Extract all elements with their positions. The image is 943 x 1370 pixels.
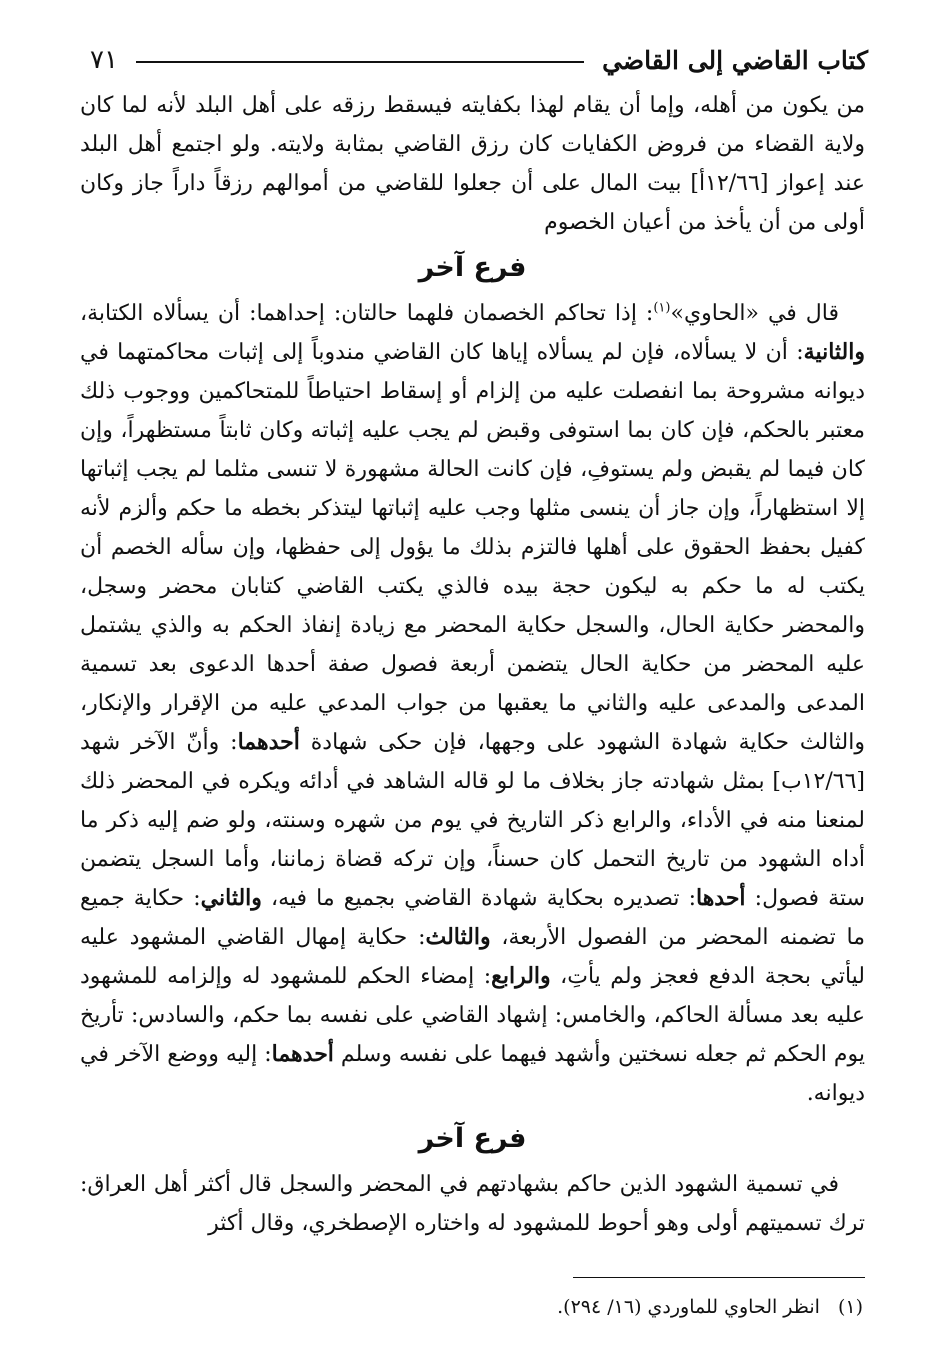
running-header [90, 38, 868, 82]
p2-text-i: : إليه ووضع الآخر في ديوانه. [80, 1042, 865, 1106]
p2-text-e: : تصديره بحكاية شهادة القاضي بجميع ما فيه، [261, 886, 696, 911]
p2-bold-2: أحدهما [237, 729, 300, 755]
p2-bold-6: والرابع [491, 963, 551, 989]
paragraph-2 [80, 294, 865, 1113]
p2-text-a: قال في «الحاوي» [670, 301, 839, 326]
footnote-text: انظر الحاوي للماوردي (١٦/ ٢٩٤). [557, 1296, 820, 1318]
p2-text-g: : حكاية إمهال القاضي المشهود عليه ليأتي بحجة الدفع فعجز ولم يأتِ، [80, 925, 865, 989]
footnote [80, 1292, 863, 1322]
p2-text-d: : وأنّ الآخر شهد [١٢/٦٦ب] بمثل شهادته جاز بخلاف ما لو قاله الشاهد في أدائه ويكره في المحضر ذلك لمنعنا منه في الأداء، والرابع ذكر التاريخ في يوم من شهره وسنته، ولو ضم إليه ذكر ما أداه الشهود من تاريخ التحمل كان حسناً، وإن تركه قضاة زماننا، وأما السجل يتضمن ستة فصول: [80, 730, 865, 911]
p2-text-h: : إمضاء الحكم للمشهود له وإلزامه للمشهود عليه بعد مسألة الحاكم، والخامس: إشهاد القاضي على نفسه بما حكم، والسادس: تأريخ يوم الحكم ثم جعله نسختين وأشهد فيهما على نفسه وسلم [80, 964, 866, 1067]
paragraph-3: في تسمية الشهود الذين حاكم بشهادتهم في المحضر والسجل قال أكثر أهل العراق: ترك تسميتهم أولى وهو أحوط للمشهود له واختاره الإصطخري، وقال أكثر [80, 1172, 865, 1236]
section-heading-2: فرع آخر [418, 1123, 527, 1154]
p2-bold-7: أحدهما [271, 1041, 334, 1067]
footnote-separator [573, 1277, 865, 1278]
section-heading-1: فرع آخر [418, 252, 527, 283]
p2-text-b: : إذا تحاكم الخصمان فلهما حالتان: إحداهما: أن يسألاه الكتابة، [80, 301, 654, 326]
p2-text-f: : حكاية جميع ما تضمنه المحضر من الفصول الأربعة، [80, 886, 865, 950]
p2-bold-5: والثالث [425, 924, 491, 950]
p2-bold-4: والثاني [200, 885, 262, 911]
page-number: ٧١ [90, 45, 118, 75]
main-text [80, 86, 865, 1243]
paragraph-1: من يكون من أهله، وإما أن يقام لهذا بكفايته فيسقط رزقه على أهل البلد لأنه لما كان ولاية القضاء من فروض الكفايات كان رزق القاضي بمثابة ولايته. ولو اجتمع أهل البلد عند إعواز [١٢/٦٦أ] بيت المال على أن جعلوا للقاضي من أموالهم رزقاً داراً جاز وكان أولى من أن يأخذ من أعيان الخصوم [80, 93, 865, 235]
p2-text-c: : أن لا يسألاه، فإن لم يسألاه إياها كان القاضي مندوباً إلى إثبات محاكمتهما في ديوانه مشروحة بما انفصلت عليه من إلزام أو إسقاط احتياطاً للمتحاكمين ووجوب ذلك معتبر بالحكم، فإن كان بما استوفى وقبض لم يجب عليه إثباته وكان ثابتاً مستظهراً، وإن كان فيما لم يقبض ولم يستوفِ، فإن كانت الحالة مشهورة لا تنسى مثلما لم يجب إثباتها إلا استظهاراً، وإن جاز أن ينسى مثلها وجب عليه إثباتها ليتذكر بخطه ما حكم وألزم لأنه كفيل بحفظ الحقوق على أهلها فالتزم بذلك ما يؤول إلى حفظها، وإن سأله الخصم أن يكتب له ما حكم به ليكون حجة بيده فالذي يكتب القاضي كتابان محضر وسجل، والمحضر حكاية الحال، والسجل حكاية المحضر مع زيادة إنفاذ الحكم به والذي يشتمل عليه المحضر من حكاية الحال يتضمن أربعة فصول صفة أحدها الدعوى بعد تسمية المدعى والمدعى عليه والثاني ما يعقبها من جواب المدعي عليه من الإقرار والإنكار، والثالث حكاية شهادة الشهود على وجهها، فإن حكى شهادة [80, 340, 865, 755]
p2-bold-3: أحدها [695, 885, 746, 911]
footnote-number: (١) [837, 1296, 863, 1318]
footnote-ref: (١) [653, 300, 671, 316]
p2-bold-1: والثانية [803, 339, 865, 365]
book-title: كتاب القاضي إلى القاضي [602, 45, 868, 75]
header-rule [136, 61, 584, 63]
